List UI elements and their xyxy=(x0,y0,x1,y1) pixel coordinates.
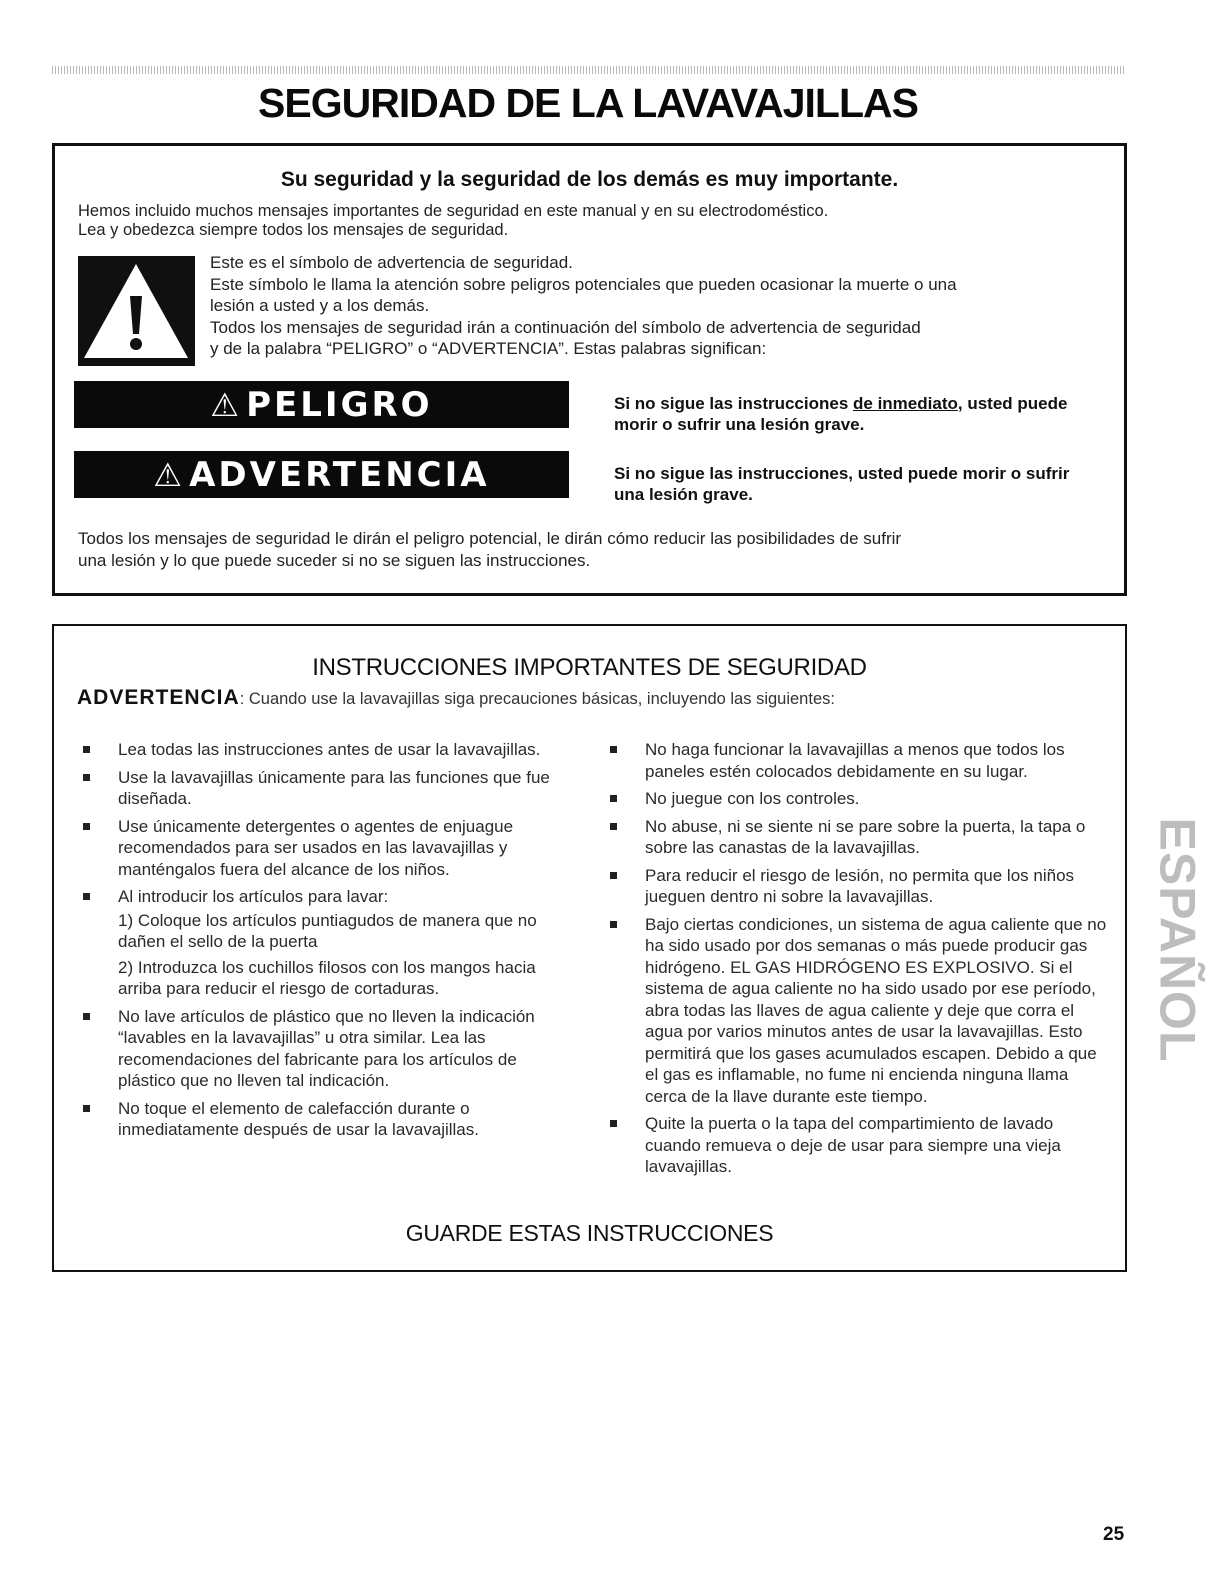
list-item xyxy=(607,914,1112,1108)
language-label: ESPAÑOL xyxy=(1149,817,1205,1063)
sub-item-number: 1) xyxy=(118,910,134,930)
warning-signal-word xyxy=(74,451,569,498)
symbol-line: Este símbolo le llama la atención sobre peligros potenciales que pueden ocasionar la muerte o una xyxy=(210,274,957,294)
bullet-icon xyxy=(83,893,90,900)
list-item xyxy=(607,1113,1112,1178)
safety-alert-symbol-icon xyxy=(78,256,195,366)
list-item-text: Para reducir el riesgo de lesión, no permita que los niños jueguen dentro ni sobre la lavavajillas. xyxy=(645,865,1075,906)
important-instructions-box xyxy=(52,624,1127,1272)
warning-text: : Cuando use la lavavajillas siga precauciones básicas, incluyendo las siguientes: xyxy=(239,690,835,708)
sub-item-text: Coloque los artículos puntiagudos de manera que no dañen el sello de la puerta xyxy=(118,910,537,951)
bullet-icon xyxy=(83,1013,90,1020)
bullet-icon xyxy=(610,746,617,753)
list-item-text: Use únicamente detergentes o agentes de enjuague recomendados para ser usados en las lavavajillas y manténgalos fuera del alcance de los niños. xyxy=(118,816,514,879)
list-item-text: No haga funcionar la lavavajillas a menos que todos los paneles estén colocados debidamente en su lugar. xyxy=(645,740,1065,781)
danger-label: PELIGRO xyxy=(246,384,433,425)
safety-heading: Su seguridad y la seguridad de los demás es muy importante. xyxy=(280,168,899,191)
list-item-text: Al introducir los artículos para lavar: xyxy=(118,887,389,906)
closing-line: Todos los mensajes de seguridad le dirán el peligro potencial, le dirán cómo reducir las posibilidades de sufrir xyxy=(78,529,902,548)
intro-line: Hemos incluido muchos mensajes importantes de seguridad en este manual y en su electrodoméstico. xyxy=(78,202,829,220)
warning-label: ADVERTENCIA xyxy=(189,454,490,495)
list-item-text: No abuse, ni se siente ni se pare sobre la puerta, la tapa o sobre las canastas de la lavavajillas. xyxy=(645,816,1086,857)
list-item-text: No toque el elemento de calefacción durante o inmediatamente después de usar la lavavajillas. xyxy=(118,1098,479,1139)
symbol-line: Este es el símbolo de advertencia de seguridad. xyxy=(210,253,573,272)
page-number: 25 xyxy=(1103,1524,1125,1545)
list-item-text: No lave artículos de plástico que no lleven la indicación “lavables en la lavavajillas” u otra similar. Lea las recomendaciones del fabricante para los artículos de plástico que no lleven tal indicación. xyxy=(118,1006,535,1090)
intro-line: Lea y obedezca siempre todos los mensajes de seguridad. xyxy=(78,221,509,239)
safety-intro xyxy=(78,202,1098,240)
list-item xyxy=(80,816,560,881)
list-item xyxy=(80,739,560,761)
list-item xyxy=(80,1006,560,1092)
list-item xyxy=(607,816,1112,859)
list-item-text: Use la lavavajillas únicamente para las funciones que fue diseñada. xyxy=(118,767,550,808)
list-item xyxy=(80,1098,560,1141)
closing-line: una lesión y lo que puede suceder si no se siguen las instrucciones. xyxy=(78,551,591,570)
danger-signal-word xyxy=(74,381,569,428)
list-item xyxy=(607,865,1112,908)
warning-triangle-icon: ⚠ xyxy=(153,455,186,494)
list-item-text: No juegue con los controles. xyxy=(645,789,860,808)
sub-item-text: Introduzca los cuchillos filosos con los mangos hacia arriba para reducir el riesgo de cortaduras. xyxy=(118,957,536,998)
instructions-right-column xyxy=(607,739,1112,1184)
list-item xyxy=(80,886,560,1000)
bullet-icon xyxy=(610,823,617,830)
list-item xyxy=(607,788,1112,810)
list-item xyxy=(80,767,560,810)
bullet-icon xyxy=(83,1105,90,1112)
warning-triangle-icon: ⚠ xyxy=(210,385,243,424)
sub-item xyxy=(118,910,560,953)
safety-closing xyxy=(78,528,1098,572)
list-item xyxy=(607,739,1112,782)
bullet-icon xyxy=(610,872,617,879)
symbol-line: y de la palabra “PELIGRO” o “ADVERTENCIA”. Estas palabras significan: xyxy=(210,339,767,358)
bullet-icon xyxy=(83,823,90,830)
top-rule xyxy=(52,66,1126,74)
bullet-icon xyxy=(83,774,90,781)
save-instructions-heading: GUARDE ESTAS INSTRUCCIONES xyxy=(405,1220,774,1246)
bullet-icon xyxy=(610,795,617,802)
danger-description xyxy=(614,393,1094,435)
symbol-line: lesión a usted y a los demás. xyxy=(210,296,430,315)
sub-item xyxy=(118,957,560,1000)
instructions-heading: INSTRUCCIONES IMPORTANTES DE SEGURIDAD xyxy=(312,654,867,681)
instructions-warning xyxy=(77,686,1097,710)
danger-text-end: , usted puede morir o sufrir una lesión grave. xyxy=(614,394,1068,434)
danger-text-start: Si no sigue las instrucciones xyxy=(614,394,854,413)
bullet-icon xyxy=(610,921,617,928)
instructions-left-column xyxy=(80,739,560,1147)
danger-text-underlined: de inmediato xyxy=(853,394,958,413)
safety-message-box xyxy=(52,143,1127,596)
bullet-icon xyxy=(610,1120,617,1127)
page-title: SEGURIDAD DE LA LAVAVAJILLAS xyxy=(258,80,918,126)
list-item-text: Bajo ciertas condiciones, un sistema de agua caliente que no ha sido usado por dos semanas o más puede producir gas hidrógeno. EL GAS HIDRÓGENO ES EXPLOSIVO. Si el sistema de agua caliente no ha sido usado por ese período, abra todas las llaves de agua caliente y deje que corra el agua por varios minutos antes de usar la lavavajillas. Esto permitirá que los gases acumulados escapen. Debido a que el gas es inflamable, no fume ni encienda ninguna llama cerca de la llave durante este tiempo. xyxy=(645,914,1107,1106)
warning-description: Si no sigue las instrucciones, usted puede morir o sufrir una lesión grave. xyxy=(614,464,1070,504)
list-item-text: Quite la puerta o la tapa del compartimiento de lavado cuando remueva o deje de usar para siempre una vieja lavavajillas. xyxy=(645,1114,1061,1176)
list-item-text: Lea todas las instrucciones antes de usar la lavavajillas. xyxy=(118,740,541,759)
symbol-line: Todos los mensajes de seguridad irán a continuación del símbolo de advertencia de seguridad xyxy=(210,317,921,337)
bullet-icon xyxy=(83,746,90,753)
symbol-explanation xyxy=(210,252,1110,360)
sub-item-number: 2) xyxy=(118,957,134,977)
language-side-tab xyxy=(1147,817,1207,1063)
warning-word: ADVERTENCIA xyxy=(77,686,240,709)
